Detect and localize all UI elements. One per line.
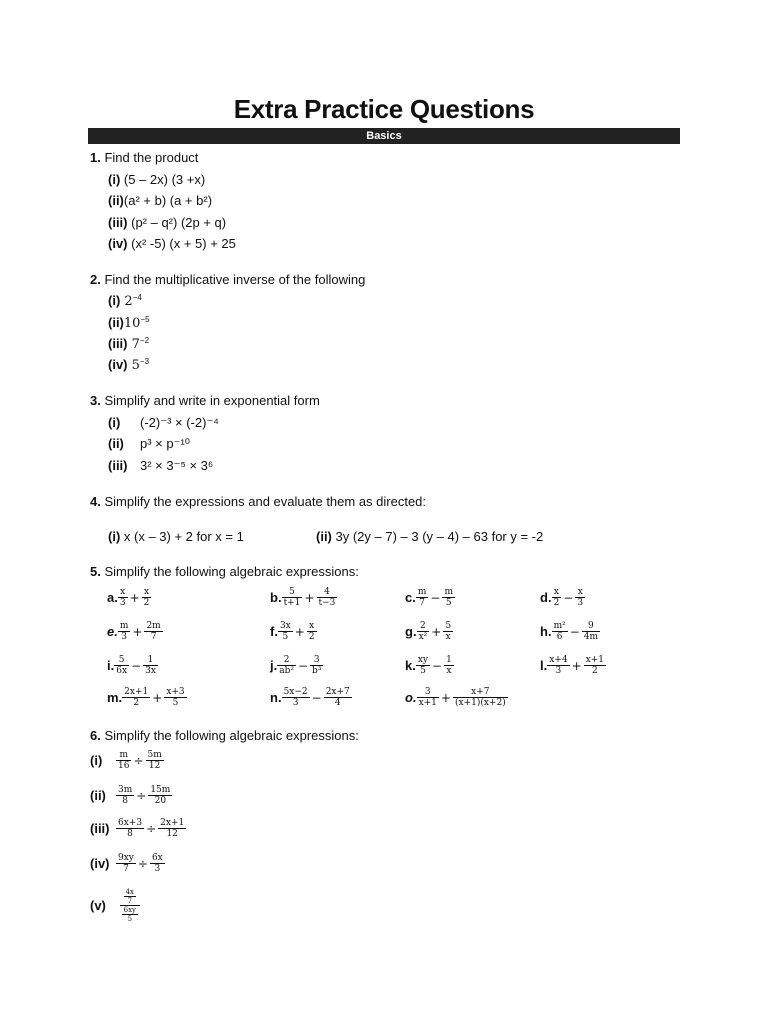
fraction: $\frac{x}{2}$ (308, 621, 315, 642)
q5-item: c. $\frac{m}{7}$ − $\frac{m}{5}$ (405, 587, 453, 608)
q2-item: (iv) $5^{-3}$ (108, 357, 150, 373)
q5-item: m. $\frac{2x+1}{2}$ + $\frac{x+3}{5}$ (107, 687, 185, 708)
fraction: $\frac{3x}{5}$ (279, 621, 291, 642)
fraction: $\frac{15m}{20}$ (150, 785, 171, 806)
fraction: $\frac{1}{3x}$ (145, 655, 156, 676)
question-2 (90, 272, 365, 287)
q5-item: a. $\frac{x}{3}$ + $\frac{x}{2}$ (107, 587, 150, 608)
q6-item: (i) $\frac{m}{16}$ ÷ $\frac{5m}{12}$ (90, 750, 162, 771)
fraction: $\frac{5x-2}{3}$ (283, 687, 308, 708)
fraction: $\frac{2x+1}{2}$ (124, 687, 149, 708)
operator: − (430, 590, 441, 605)
fraction: $\frac{9}{4m}$ (583, 621, 599, 642)
operator: + (440, 690, 451, 705)
fraction: $\frac{5}{6x}$ (116, 655, 128, 676)
fraction: $\frac{2x+7}{4}$ (325, 687, 350, 708)
operator: + (571, 658, 582, 673)
operator: + (129, 590, 140, 605)
fraction: $\frac{2x+1}{12}$ (160, 818, 185, 839)
question-number: 6. (90, 728, 101, 743)
q1-item: (iii) (p² – q²) (2p + q) (108, 215, 227, 230)
question-number: 3. (90, 393, 101, 408)
q5-item: f. $\frac{3x}{5}$ + $\frac{x}{2}$ (270, 621, 315, 642)
fraction: $\frac{x}{2}$ (553, 587, 560, 608)
fraction: $\frac{x+1}{2}$ (585, 655, 604, 676)
question-text: Find the multiplicative inverse of the following (104, 272, 366, 287)
fraction: $\frac{xy}{5}$ (417, 655, 429, 676)
operator: − (131, 658, 142, 673)
question-text: Find the product (104, 150, 199, 165)
q1-item: (iv) (x² -5) (x + 5) + 25 (108, 236, 236, 251)
fraction: $\frac{m}{16}$ (118, 750, 130, 771)
operator: ÷ (133, 753, 144, 768)
question-number: 2. (90, 272, 101, 287)
q6-item-v: (v) $\frac{\frac{4x}{7}}{\frac{6xy}{5}}$ (90, 888, 140, 923)
q5-item: n. $\frac{5x-2}{3}$ − $\frac{2x+7}{4}$ (270, 687, 350, 708)
q2-item: (i) $2^{-4}$ (108, 293, 142, 309)
fraction: $\frac{3}{x+1}$ (418, 687, 437, 708)
fraction: $\frac{5}{t+1}$ (283, 587, 301, 608)
q2-item: (iii) $7^{-2}$ (108, 336, 150, 352)
q5-item: l. $\frac{x+4}{3}$ + $\frac{x+1}{2}$ (540, 655, 604, 676)
fraction: $\frac{m}{3}$ (119, 621, 129, 642)
q5-item: i. $\frac{5}{6x}$ − $\frac{1}{3x}$ (107, 655, 156, 676)
operator: ÷ (146, 821, 157, 836)
q6-item: (iii) $\frac{6x+3}{8}$ ÷ $\frac{2x+1}{12}$ (90, 818, 185, 839)
fraction: $\frac{6x+3}{8}$ (118, 818, 143, 839)
fraction: $\frac{x}{3}$ (119, 587, 126, 608)
q6-item: (iv) $\frac{9xy}{7}$ ÷ $\frac{6x}{3}$ (90, 853, 163, 874)
operator: + (294, 624, 305, 639)
q4-part-a: (i) x (x – 3) + 2 for x = 1 (108, 529, 244, 544)
question-text: Simplify the following algebraic expressions: (104, 728, 359, 743)
question-text: Simplify the expressions and evaluate them as directed: (104, 494, 427, 509)
question-6 (90, 728, 359, 743)
question-3 (90, 393, 320, 408)
q3-item: (ii) p³ × p⁻¹⁰ (108, 436, 191, 451)
q5-item: e. $\frac{m}{3}$ + $\frac{2m}{7}$ (107, 621, 161, 642)
fraction: $\frac{x}{2}$ (143, 587, 150, 608)
operator: − (311, 690, 322, 705)
fraction: $\frac{2m}{7}$ (146, 621, 161, 642)
operator: − (432, 658, 443, 673)
q5-item: o. $\frac{3}{x+1}$ + $\frac{x+7}{(x+1)(x+2)}$ (405, 687, 506, 708)
q6-item: (ii) $\frac{3m}{8}$ ÷ $\frac{15m}{20}$ (90, 785, 171, 806)
fraction: $\frac{x}{3}$ (577, 587, 584, 608)
question-4 (90, 494, 426, 509)
fraction: $\frac{6x}{3}$ (151, 853, 163, 874)
operator: − (569, 624, 580, 639)
question-1 (90, 150, 198, 165)
fraction: $\frac{x+3}{5}$ (166, 687, 185, 708)
q5-item: j. $\frac{2}{\text{ab²}}$ − $\frac{3}{\text{b³}}$ (270, 655, 322, 676)
fraction: $\frac{5}{x}$ (445, 621, 452, 642)
question-number: 5. (90, 564, 101, 579)
operator: + (152, 690, 163, 705)
q5-item: k. $\frac{xy}{5}$ − $\frac{1}{x}$ (405, 655, 452, 676)
fraction: $\frac{m}{5}$ (444, 587, 453, 608)
q1-item: (i) (5 – 2x) (3 +x) (108, 172, 206, 187)
operator: ÷ (136, 788, 147, 803)
operator: + (431, 624, 442, 639)
operator: + (304, 590, 315, 605)
question-number: 1. (90, 150, 101, 165)
operator: − (563, 590, 574, 605)
q2-item: $(ii)10^{-5}$ (108, 315, 150, 331)
complex-fraction: $\frac{\frac{4x}{7}}{\frac{6xy}{5}}$ (120, 888, 140, 923)
operator: − (297, 658, 309, 673)
q5-item: d. $\frac{x}{2}$ − $\frac{x}{3}$ (540, 587, 584, 608)
fraction: $\frac{9xy}{7}$ (118, 853, 134, 874)
fraction: $\frac{3}{\text{b³}}$ (312, 655, 322, 676)
q5-item: h. $\frac{\text{m²}}{6}$ − $\frac{9}{4m}$ (540, 621, 599, 642)
operator: + (132, 624, 143, 639)
fraction: $\frac{4}{t-3}$ (318, 587, 336, 608)
q5-item: b. $\frac{5}{t+1}$ + $\frac{4}{t-3}$ (270, 587, 336, 608)
fraction: $\frac{x+4}{3}$ (549, 655, 568, 676)
fraction: $\frac{2}{\text{x²}}$ (418, 621, 428, 642)
page-title: Extra Practice Questions (233, 94, 535, 124)
fraction: $\frac{m}{7}$ (417, 587, 427, 608)
section-header: Basics (88, 128, 680, 144)
q1-item: (ii)(a² + b) (a + b²) (108, 193, 213, 208)
fraction: $\frac{2}{\text{ab²}}$ (279, 655, 294, 676)
operator: ÷ (137, 856, 148, 871)
fraction: $\frac{\text{m²}}{6}$ (553, 621, 566, 642)
q5-item: g. $\frac{2}{\text{x²}}$ + $\frac{5}{x}$ (405, 621, 452, 642)
q3-item: (iii) 3² × 3⁻⁵ × 3⁶ (108, 458, 214, 473)
q3-item: (i) (-2)⁻³ × (-2)⁻⁴ (108, 415, 219, 430)
question-text: Simplify and write in exponential form (104, 393, 320, 408)
fraction: $\frac{3m}{8}$ (118, 785, 133, 806)
fraction: $\frac{1}{x}$ (446, 655, 452, 676)
question-text: Simplify the following algebraic expressions: (104, 564, 359, 579)
fraction: $\frac{x+7}{(x+1)(x+2)}$ (454, 687, 506, 708)
question-5 (90, 564, 359, 579)
q4-part-b: (ii) 3y (2y – 7) – 3 (y – 4) – 63 for y = -2 (316, 529, 544, 544)
fraction: $\frac{5m}{12}$ (147, 750, 162, 771)
question-number: 4. (90, 494, 101, 509)
